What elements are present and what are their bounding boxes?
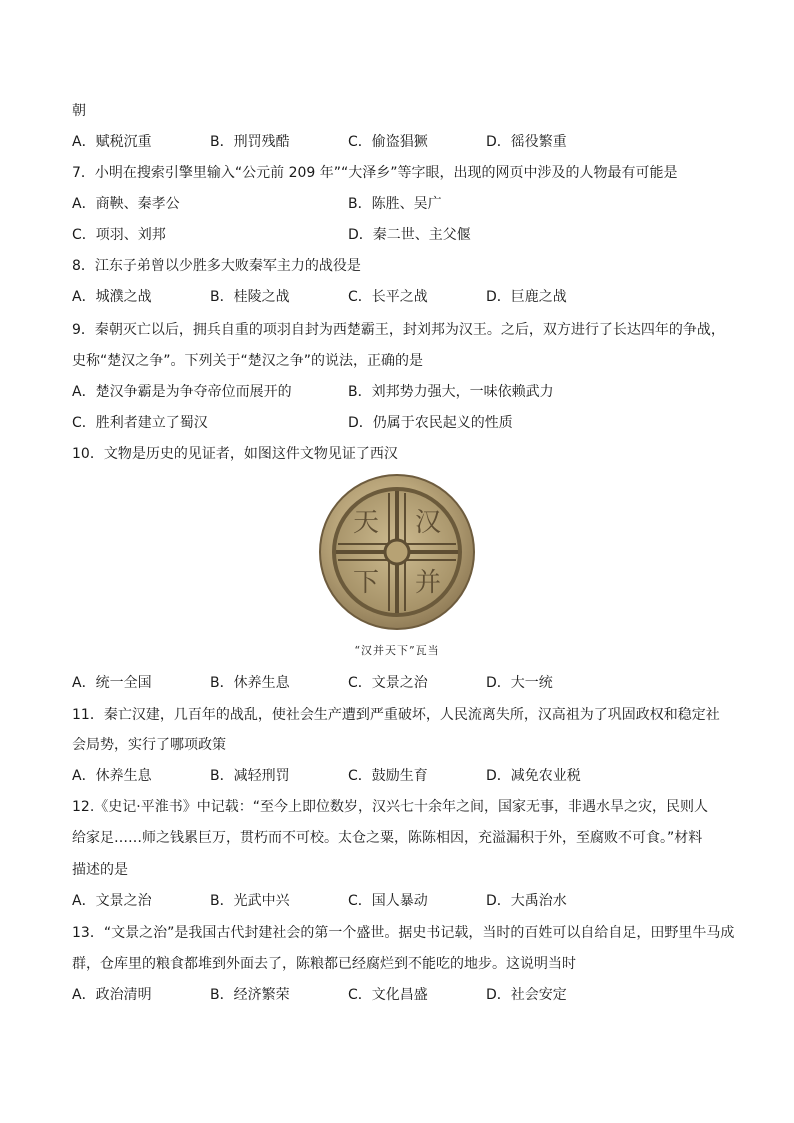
q12-stem-line2: 给家足……师之钱累巨万，贯朽而不可校。太仓之粟，陈陈相因，充溢漏积于外，至腐败不可食。”材料 <box>72 830 703 846</box>
q13-stem-line2: 群，仓库里的粮食都堆到外面去了，陈粮都已经腐烂到不能吃的地步。这说明当时 <box>72 956 576 972</box>
q8-stem: 8．江东子弟曾以少胜多大败秦军主力的战役是 <box>72 258 361 274</box>
q8-option-b: B．桂陵之战 <box>210 289 290 305</box>
q6-option-c: C．偷盗猖獗 <box>348 134 428 150</box>
q6-stem-tail: 朝 <box>72 103 86 119</box>
tile-end-drawing <box>318 473 476 631</box>
q13-stem-line1: 13．“文景之治”是我国古代封建社会的第一个盛世。据史书记载，当时的百姓可以自给自足，田野里牛马成 <box>72 925 735 941</box>
q10-option-a: A．统一全国 <box>72 675 152 691</box>
q9-stem-line1: 9．秦朝灭亡以后，拥兵自重的项羽自封为西楚霸王，封刘邦为汉王。之后，双方进行了长达四年的争战， <box>72 322 725 338</box>
q10-option-b: B．休养生息 <box>210 675 290 691</box>
q7-option-b: B．陈胜、吴广 <box>348 196 442 212</box>
q8-option-c: C．长平之战 <box>348 289 428 305</box>
inscription-char-tian: 天 <box>352 508 380 538</box>
inscription-char-han: 汉 <box>414 508 442 538</box>
q11-option-c: C．鼓励生育 <box>348 768 428 784</box>
inscription-char-bing: 并 <box>414 568 442 598</box>
q13-option-c: C．文化昌盛 <box>348 987 428 1003</box>
q11-option-b: B．减轻刑罚 <box>210 768 290 784</box>
q9-option-c: C．胜利者建立了蜀汉 <box>72 415 208 431</box>
q10-stem: 10．文物是历史的见证者，如图这件文物见证了西汉 <box>72 446 398 462</box>
q9-option-a: A．楚汉争霸是为争夺帝位而展开的 <box>72 384 292 400</box>
q9-option-b: B．刘邦势力强大，一味依赖武力 <box>348 384 554 400</box>
figure-caption: “汉并天下”瓦当 <box>354 644 440 657</box>
q12-option-c: C．国人暴动 <box>348 893 428 909</box>
q12-option-a: A．文景之治 <box>72 893 152 909</box>
q12-option-b: B．光武中兴 <box>210 893 290 909</box>
q12-stem-line3: 描述的是 <box>72 862 128 878</box>
q10-option-c: C．文景之治 <box>348 675 428 691</box>
q8-option-d: D．巨鹿之战 <box>486 289 567 305</box>
q11-stem-line2: 会局势，实行了哪项政策 <box>72 737 226 753</box>
q11-option-a: A．休养生息 <box>72 768 152 784</box>
q6-option-a: A．赋税沉重 <box>72 134 152 150</box>
q12-stem-line1: 12.《史记·平淮书》中记载：“至今上即位数岁，汉兴七十余年之间，国家无事，非遇水旱之灾，民则人 <box>72 799 708 815</box>
q10-option-d: D．大一统 <box>486 675 553 691</box>
q7-option-a: A．商鞅、秦孝公 <box>72 196 180 212</box>
q8-option-a: A．城濮之战 <box>72 289 152 305</box>
q13-option-b: B．经济繁荣 <box>210 987 290 1003</box>
q11-option-d: D．减免农业税 <box>486 768 581 784</box>
q6-option-b: B．刑罚残酷 <box>210 134 290 150</box>
q7-option-c: C．项羽、刘邦 <box>72 227 166 243</box>
tile-end-photo <box>318 473 476 631</box>
q13-option-a: A．政治清明 <box>72 987 152 1003</box>
q11-stem-line1: 11．秦亡汉建，几百年的战乱，使社会生产遭到严重破坏，人民流离失所，汉高祖为了巩固政权和稳定社 <box>72 707 720 723</box>
q9-stem-line2: 史称“楚汉之争”。下列关于“楚汉之争”的说法，正确的是 <box>72 353 424 369</box>
inscription-char-xia: 下 <box>352 568 380 598</box>
q7-option-d: D．秦二世、主父偃 <box>348 227 471 243</box>
q7-stem: 7．小明在搜索引擎里输入“公元前 209 年”“大泽乡”等字眼，出现的网页中涉及的人物最有可能是 <box>72 165 678 181</box>
q12-option-d: D．大禹治水 <box>486 893 567 909</box>
q13-option-d: D．社会安定 <box>486 987 567 1003</box>
q6-option-d: D．徭役繁重 <box>486 134 567 150</box>
q9-option-d: D．仍属于农民起义的性质 <box>348 415 513 431</box>
